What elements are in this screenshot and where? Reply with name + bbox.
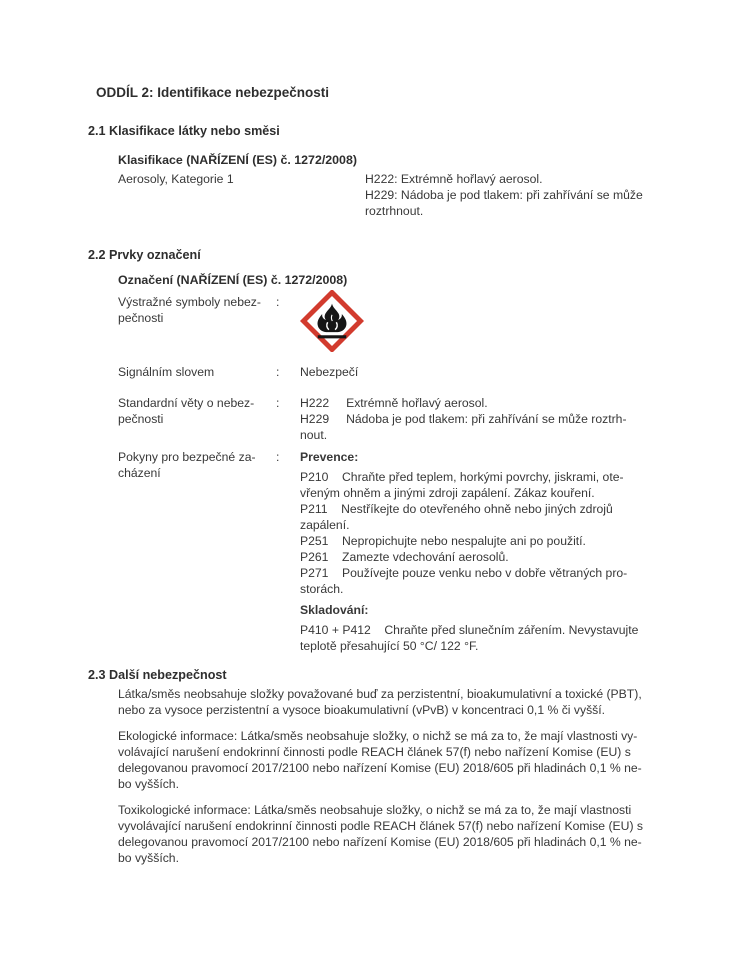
storage-title: Skladování: xyxy=(300,603,369,617)
subheading-classification: Klasifikace (NAŘÍZENÍ (ES) č. 1272/2008) xyxy=(118,153,357,167)
other-hazards-paragraph-toxicological: Toxikologické informace: Látka/směs neobsahuje složky, o nichž se má za to, že mají vlastnosti vyvolávající narušení endokrinní činnosti podle REACH článek 57(f) nebo nařízení Komise (EU) s delegovanou pravomocí 2017/2100 nebo nařízení Komise (EU) 2018/605 při hladinách 0,1 % ne- bo vyšších. xyxy=(118,803,643,865)
colon-separator: : xyxy=(276,365,280,379)
section-2-title: ODDÍL 2: Identifikace nebezpečnosti xyxy=(96,85,330,100)
prevention-title: Prevence: xyxy=(300,450,359,464)
signal-word-label: Signálním slovem xyxy=(118,365,215,379)
classification-hazard-statements: H222: Extrémně hořlavý aerosol. H229: Nádoba je pod tlakem: při zahřívání se může roztrhnout. xyxy=(365,172,643,218)
classification-category: Aerosoly, Kategorie 1 xyxy=(118,172,234,186)
heading-2-2: 2.2 Prvky označení xyxy=(88,248,201,262)
precautionary-statements-row xyxy=(118,449,660,654)
heading-2-3: 2.3 Další nebezpečnost xyxy=(88,668,227,682)
hazard-statements-value: H222 Extrémně hořlavý aerosol. H229 Nádoba je pod tlakem: při zahřívání se může roztrh- nout. xyxy=(300,396,627,442)
precautionary-statements-label: Pokyny pro bezpečné za- cházení xyxy=(118,450,256,480)
prevention-statements: P210 Chraňte před teplem, horkými povrchy, jiskrami, ote- vřeným ohněm a jinými zdroji zapálení. Zákaz kouření. P211 Nestříkejte do otevřeného ohně nebo jiných zdrojů zapálení. P251 Nepropichujte nebo nespalujte ani po použití. P261 Zamezte vdechování aerosolů. P271 Používejte pouze venku nebo v dobře větraných pro- storách. xyxy=(300,470,628,596)
hazard-pictogram-label: Výstražné symboly nebez- pečnosti xyxy=(118,295,261,325)
heading-2-1: 2.1 Klasifikace látky nebo směsi xyxy=(88,124,280,138)
other-hazards-paragraph-ecological: Ekologické informace: Látka/směs neobsahuje složky, o nichž se má za to, že mají vlastnosti vy- volávající narušení endokrinní činnosti podle REACH článek 57(f) nebo nařízení Komise (EU) s delegovanou pravomocí 2017/2100 nebo nařízení Komise (EU) 2018/605 při hladinách 0,1 % ne- bo vyšších. xyxy=(118,729,642,791)
subheading-labelling: Označení (NAŘÍZENÍ (ES) č. 1272/2008) xyxy=(118,273,348,287)
hazard-statements-row xyxy=(118,395,660,443)
hazard-pictogram-row xyxy=(118,294,660,352)
colon-separator: : xyxy=(276,396,280,410)
classification-row xyxy=(118,171,660,219)
ghs02-flame-pictogram-icon xyxy=(300,290,364,352)
colon-separator: : xyxy=(276,450,280,464)
storage-statements: P410 + P412 Chraňte před slunečním zářením. Nevystavujte teplotě přesahující 50 °C/ 122 °F. xyxy=(300,623,639,653)
signal-word-value: Nebezpečí xyxy=(300,365,359,379)
colon-separator: : xyxy=(276,295,280,309)
other-hazards-paragraph-pbt: Látka/směs neobsahuje složky považované buď za perzistentní, bioakumulativní a toxické (PBT), nebo za vysoce perzistentní a vysoce bioakumulativní (vPvB) v koncentraci 0,1 % či vyšší. xyxy=(118,687,642,717)
signal-word-row xyxy=(118,364,660,381)
hazard-statements-label: Standardní věty o nebez- pečnosti xyxy=(118,396,255,426)
flame-base-bar xyxy=(318,335,347,338)
